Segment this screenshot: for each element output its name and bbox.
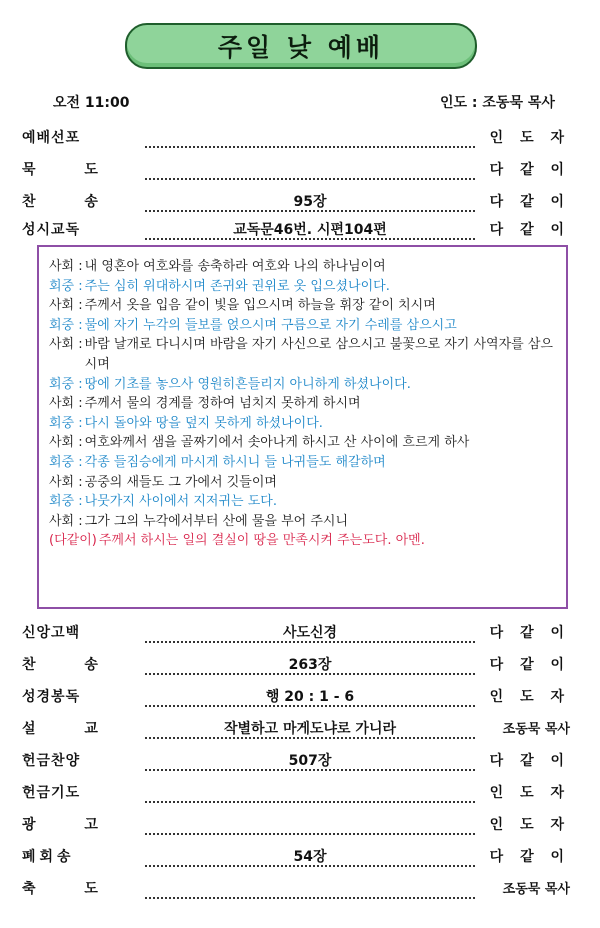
order-item: [0, 652, 600, 676]
order-item: [0, 189, 600, 213]
order-item-label: 헌금기도: [22, 785, 81, 801]
order-item-label: 헌금찬양: [22, 753, 81, 769]
service-meta: [0, 92, 600, 112]
responsive-reading: [37, 245, 568, 609]
order-item-who: 다 같 이: [489, 625, 570, 641]
service-title: 주일 낮 예배: [125, 23, 477, 69]
order-item: [0, 684, 600, 708]
order-item-content: 263장: [283, 657, 338, 673]
dotted-leader: [145, 879, 475, 899]
litany-line: 회중 : 주는 심히 위대하시며 존귀와 권위로 옷 입으셨나이다.: [49, 278, 390, 294]
order-item-label: 폐회송: [22, 849, 75, 865]
litany-line: 사회 : 바람 날개로 다니시며 바람을 자기 사신으로 삼으시고 불꽃으로 자기 사역자를 삼으시며: [49, 337, 553, 372]
order-item-who: 인 도 자: [489, 130, 570, 146]
order-item: [0, 844, 600, 868]
order-item-content: 행 20 : 1 - 6: [260, 689, 360, 705]
litany-line: 사회 : 주께서 물의 경계를 정하여 넘치지 못하게 하시며: [49, 396, 361, 412]
litany-line: 사회 : 그가 그의 누각에서부터 산에 물을 부어 주시니: [49, 513, 349, 529]
litany-line: 사회 : 내 영혼아 여호와를 송축하라 여호와 나의 하나님이여: [49, 259, 386, 274]
order-item-label: 찬 송: [22, 657, 120, 673]
litany-line: 사회 : 주께서 옷을 입음 같이 빛을 입으시며 하늘을 휘장 같이 치시며: [49, 298, 436, 314]
order-item-who: 다 같 이: [489, 753, 570, 769]
order-item-who: 다 같 이: [489, 849, 570, 865]
order-item: [0, 716, 600, 740]
order-item: [0, 812, 600, 836]
order-item: [0, 217, 600, 241]
litany-line: 사회 : 여호와께서 샘을 골짜기에서 솟아나게 하시고 산 사이에 흐르게 하사: [49, 435, 470, 451]
litany-line: (다같이) 주께서 하시는 일의 결실이 땅을 만족시켜 주는도다. 아멘.: [49, 533, 425, 549]
service-leader: 인도 : 조동묵 목사: [440, 95, 555, 111]
order-item-content: 54장: [287, 849, 332, 865]
order-item-label: 예배선포: [22, 130, 81, 146]
order-item-who: 다 같 이: [489, 222, 570, 238]
dotted-leader: [145, 128, 475, 148]
order-item-who: 인 도 자: [489, 689, 570, 705]
order-item-label: 광 고: [22, 817, 120, 833]
order-item-content: 사도신경: [277, 625, 343, 641]
order-item-label: 성시교독: [22, 222, 81, 238]
order-item-who: 인 도 자: [489, 785, 570, 801]
order-item-label: 신앙고백: [22, 625, 81, 641]
service-time: 오전 11:00: [53, 95, 130, 111]
litany-line: 회중 : 나뭇가지 사이에서 지저귀는 도다.: [49, 494, 277, 510]
litany-line: 회중 : 땅에 기초를 놓으사 영원히흔들리지 아니하게 하셨나이다.: [49, 376, 411, 392]
order-item-content: 95장: [287, 194, 332, 210]
order-item-who: 조동묵 목사: [502, 882, 570, 897]
litany-line: 사회 : 공중의 새들도 그 가에서 깃들이며: [49, 474, 277, 490]
litany-line: 회중 : 물에 자기 누각의 들보를 얹으시며 구름으로 자기 수레를 삼으시고: [49, 317, 457, 333]
order-item-label: 찬 송: [22, 194, 120, 210]
order-item-who: 다 같 이: [489, 657, 570, 673]
order-item-who: 다 같 이: [489, 194, 570, 210]
order-item-content: 507장: [283, 753, 338, 769]
order-item-who: 조동묵 목사: [502, 722, 570, 737]
order-item-who: 인 도 자: [489, 817, 570, 833]
order-item: [0, 620, 600, 644]
order-item: [0, 125, 600, 149]
order-item: [0, 157, 600, 181]
order-item-content: 교독문46번. 시편104편: [227, 222, 393, 238]
order-item-label: 묵 도: [22, 162, 120, 178]
dotted-leader: [145, 815, 475, 835]
order-item-content: 작별하고 마게도냐로 가니라: [218, 721, 402, 737]
dotted-leader: [145, 160, 475, 180]
order-item: [0, 748, 600, 772]
order-item-label: 성경봉독: [22, 689, 81, 705]
litany-line: 회중 : 각종 들짐승에게 마시게 하시니 들 나귀들도 해갈하며: [49, 454, 386, 470]
order-item-label: 축 도: [22, 881, 120, 897]
order-item-who: 다 같 이: [489, 162, 570, 178]
order-item: [0, 780, 600, 804]
order-item-label: 설 교: [22, 721, 120, 737]
dotted-leader: [145, 783, 475, 803]
order-item: [0, 876, 600, 900]
litany-line: 회중 : 다시 돌아와 땅을 덮지 못하게 하셨나이다.: [49, 415, 323, 431]
